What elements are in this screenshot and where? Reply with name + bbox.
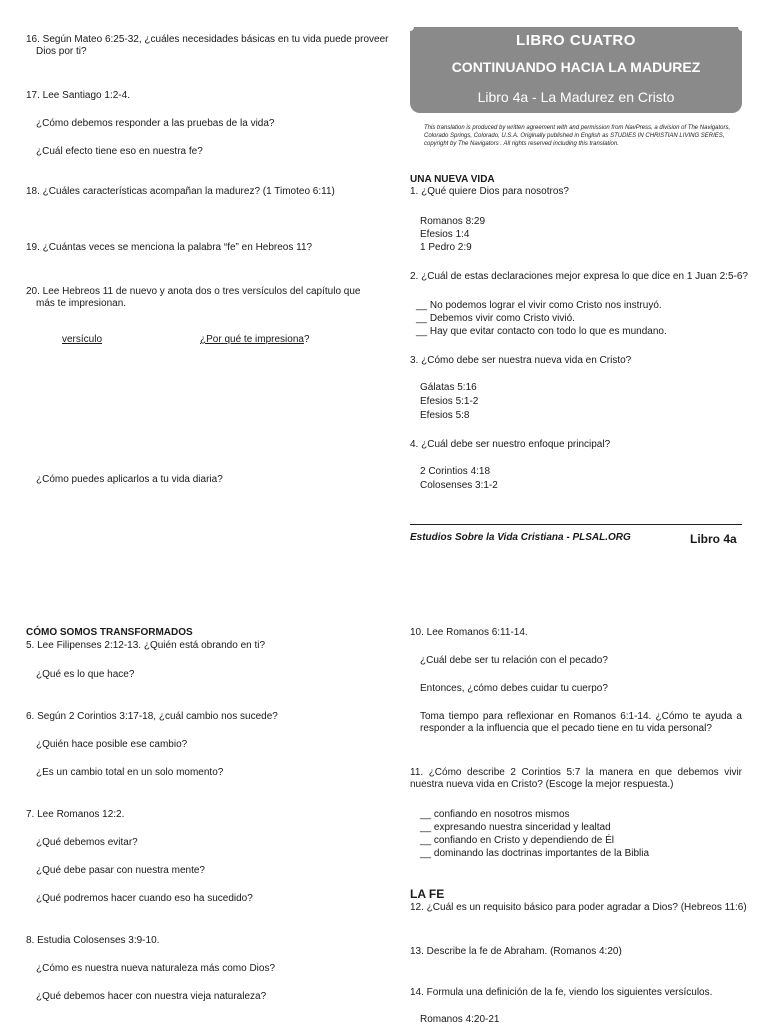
question-7a: ¿Qué debemos evitar? <box>36 837 138 848</box>
option-q11-4: __ dominando las doctrinas importantes de la Biblia <box>420 848 650 859</box>
option-q11-2: __ expresando nuestra sinceridad y lealtad <box>420 822 611 833</box>
question-1: 1. ¿Qué quiere Dios para nosotros? <box>410 186 569 197</box>
banner-line-1: LIBRO CUATRO <box>516 32 636 49</box>
question-16: 16. Según Mateo 6:25-32, ¿cuáles necesidades básicas en tu vida puede proveer <box>26 34 389 45</box>
question-13: 13. Describe la fe de Abraham. (Romanos 4:20) <box>410 946 622 957</box>
ref-q14-1: Romanos 4:20-21 <box>420 1014 500 1025</box>
question-5: 5. Lee Filipenses 2:12-13. ¿Quién está obrando en ti? <box>26 640 266 651</box>
book-title-banner <box>410 27 742 113</box>
question-6a: ¿Quién hace posible ese cambio? <box>36 739 188 750</box>
ref-q1-3: 1 Pedro 2:9 <box>420 242 472 253</box>
section-title-new-life: UNA NUEVA VIDA <box>410 174 495 185</box>
question-7b: ¿Qué debe pasar con nuestra mente? <box>36 865 205 876</box>
option-q11-3: __ confiando en Cristo y dependiendo de Él <box>420 835 615 846</box>
question-20-cont: más te impresionan. <box>36 298 127 309</box>
ref-q3-2: Efesios 5:1-2 <box>420 396 479 407</box>
question-6b: ¿Es un cambio total en un solo momento? <box>36 767 224 778</box>
question-14: 14. Formula una definición de la fe, viendo los siguientes versículos. <box>410 987 713 998</box>
section-title-transformed: CÓMO SOMOS TRANSFORMADOS <box>26 627 193 638</box>
section-title-faith: LA FE <box>410 887 445 901</box>
column-header-why-mark: ? <box>303 334 310 345</box>
option-q2-1: __ No podemos lograr el vivir como Cristo nos instruyó. <box>416 300 662 311</box>
question-8b: ¿Qué debemos hacer con nuestra vieja naturaleza? <box>36 991 267 1002</box>
question-4: 4. ¿Cuál debe ser nuestro enfoque principal? <box>410 439 611 450</box>
ref-q1-2: Efesios 1:4 <box>420 229 470 240</box>
question-17b: ¿Cuál efecto tiene eso en nuestra fe? <box>36 146 203 157</box>
question-8: 8. Estudia Colosenses 3:9-10. <box>26 935 160 946</box>
question-17: 17. Lee Santiago 1:2-4. <box>26 90 130 101</box>
ref-q3-3: Efesios 5:8 <box>420 410 470 421</box>
question-10a: ¿Cuál debe ser tu relación con el pecado? <box>420 655 608 666</box>
question-5a: ¿Qué es lo que hace? <box>36 669 135 680</box>
question-11: 11. ¿Cómo describe 2 Corintios 5:7 la manera en que debemos vivir nuestra nueva vida en Cristo? (Escoge la mejor respuesta.) <box>410 767 742 790</box>
banner-line-3: Libro 4a - La Madurez en Cristo <box>477 89 675 105</box>
footer-book-number: Libro 4a <box>690 532 737 546</box>
question-20-apply: ¿Cómo puedes aplicarlos a tu vida diaria? <box>36 474 223 485</box>
question-10: 10. Lee Romanos 6:11-14. <box>410 627 528 638</box>
question-18: 18. ¿Cuáles características acompañan la madurez? (1 Timoteo 6:11) <box>26 186 335 197</box>
option-q2-3: __ Hay que evitar contacto con todo lo que es mundano. <box>416 326 667 337</box>
ref-q4-1: 2 Corintios 4:18 <box>420 466 491 477</box>
question-10b: Entonces, ¿cómo debes cuidar tu cuerpo? <box>420 683 608 694</box>
ref-q1-1: Romanos 8:29 <box>420 216 486 227</box>
question-3: 3. ¿Cómo debe ser nuestra nueva vida en Cristo? <box>410 355 632 366</box>
question-19: 19. ¿Cuántas veces se menciona la palabra “fe” en Hebreos 11? <box>26 242 313 253</box>
question-10c: Toma tiempo para reflexionar en Romanos 6:1-14. ¿Cómo te ayuda a responder a la influencia que el pecado tiene en tu vida personal? <box>420 711 742 734</box>
ref-q3-1: Gálatas 5:16 <box>420 382 477 393</box>
footer-divider <box>410 524 742 525</box>
ref-q4-2: Colosenses 3:1-2 <box>420 480 498 491</box>
option-q2-2: __ Debemos vivir como Cristo vivió. <box>416 313 575 324</box>
question-17a: ¿Cómo debemos responder a las pruebas de la vida? <box>36 118 275 129</box>
column-header-why <box>200 334 310 346</box>
question-12: 12. ¿Cuál es un requisito básico para poder agradar a Dios? (Hebreos 11:6) <box>410 902 747 913</box>
question-7c: ¿Qué podremos hacer cuando eso ha sucedido? <box>36 893 253 904</box>
question-20: 20. Lee Hebreos 11 de nuevo y anota dos o tres versículos del capítulo que <box>26 286 361 297</box>
column-header-verse: versículo <box>62 334 103 345</box>
option-q11-1: __ confiando en nosotros mismos <box>420 809 570 820</box>
translation-credit: This translation is produced by written agreement with and permission from NavPress, a division of The Navigators, Colorado Springs, Colorado, U.S.A. Originally published in English as STUDIES IN CHRISTIAN LIVING SERIES, copyright by The Navigators . All rights reserved including this translation. <box>424 125 731 147</box>
question-8a: ¿Cómo es nuestra nueva naturaleza más como Dios? <box>36 963 276 974</box>
banner-line-2: CONTINUANDO HACIA LA MADUREZ <box>451 59 701 75</box>
footer-series-title: Estudios Sobre la Vida Cristiana - PLSAL.ORG <box>410 532 631 543</box>
question-6: 6. Según 2 Corintios 3:17-18, ¿cuál cambio nos sucede? <box>26 711 278 722</box>
question-2: 2. ¿Cuál de estas declaraciones mejor expresa lo que dice en 1 Juan 2:5-6? <box>410 271 748 282</box>
question-7: 7. Lee Romanos 12:2. <box>26 809 125 820</box>
question-16-cont: Dios por ti? <box>36 46 87 57</box>
column-header-why-text: ¿Por qué te impresiona <box>200 334 304 345</box>
